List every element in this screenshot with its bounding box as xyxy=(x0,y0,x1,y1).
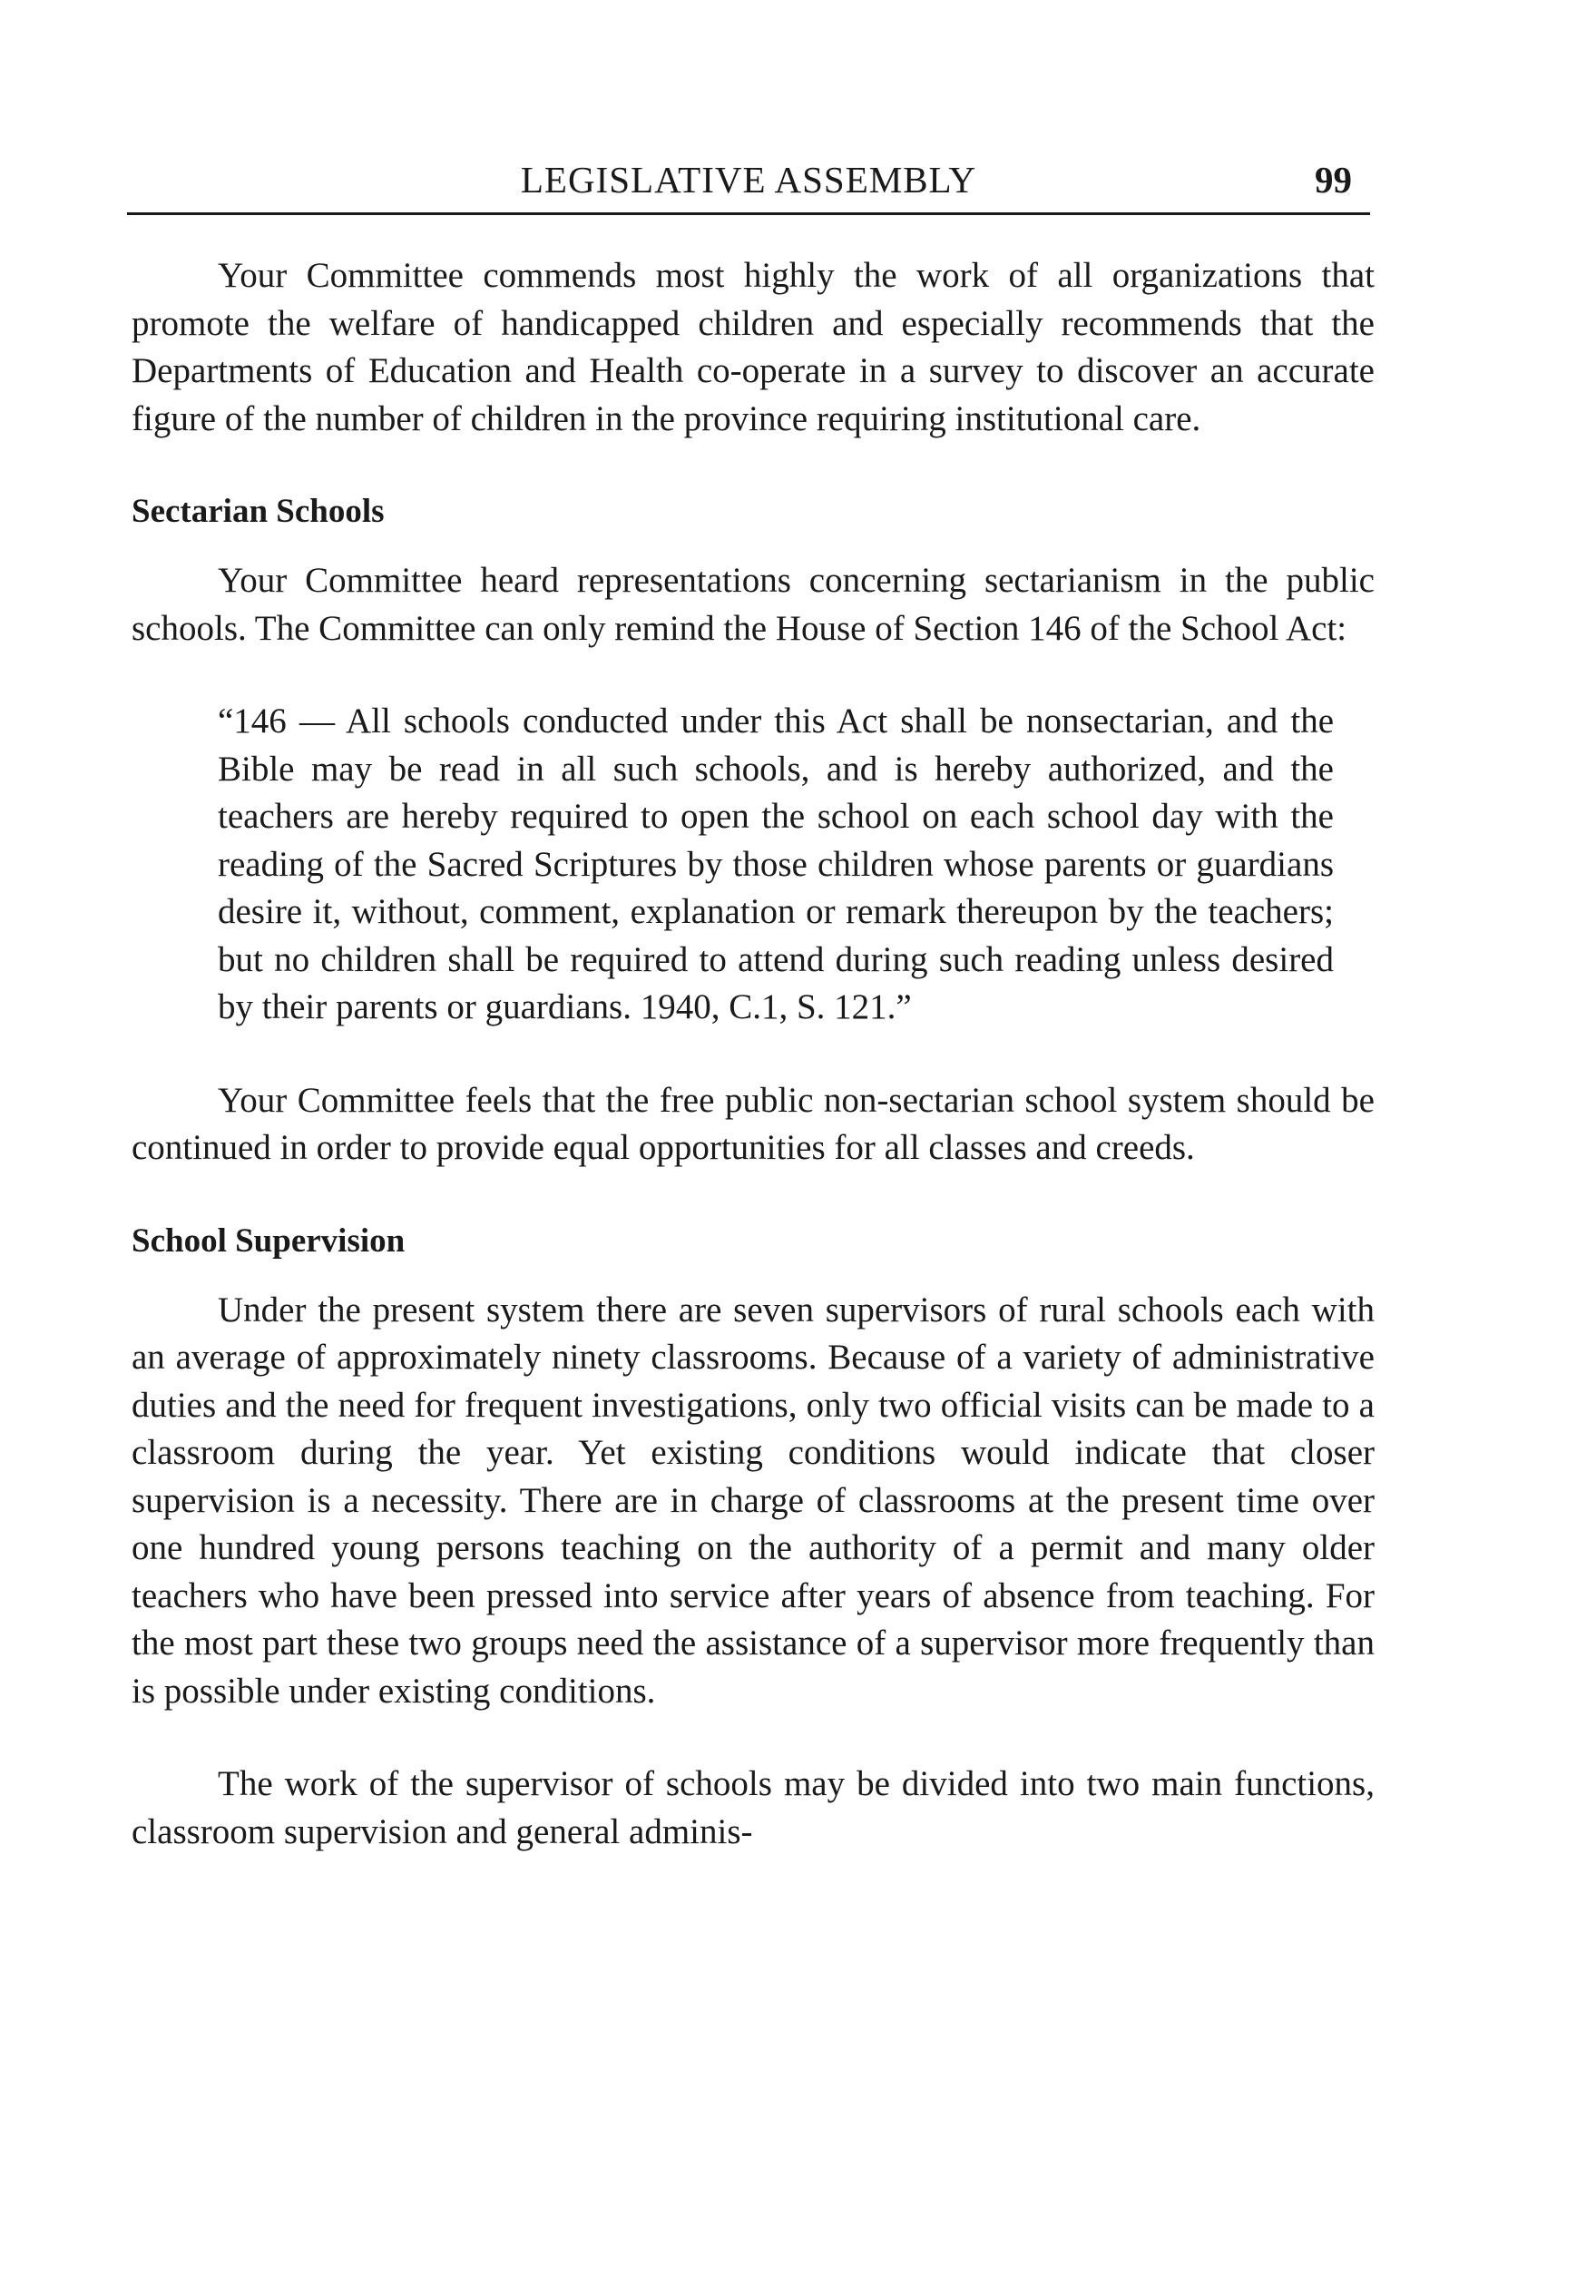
page-number: 99 xyxy=(1315,159,1352,201)
paragraph-supervisors: Under the present system there are seven supervisors of rural schools each with an average of approximately ninety classrooms. Because of a variety of administrative duties and the need for frequent investigations, only two official visits can be made to a classroom during the year. Yet existing conditions would indicate that closer supervision is a necessity. There are in charge of classrooms at the present time over one hundred young persons teaching on the authority of a permit and many older teachers who have been pressed into service after years of absence from teaching. For the most part these two groups need the assistance of a supervisor more frequently than is possible under existing conditions. xyxy=(132,1290,1375,1711)
section-heading-sectarian-schools: Sectarian Schools xyxy=(132,493,385,530)
paragraph-supervisor-functions: The work of the supervisor of schools may be divided into two main functions, classroom supervision and general adminis- xyxy=(132,1764,1375,1851)
header-rule xyxy=(127,212,1370,215)
page-header xyxy=(127,156,1370,211)
paragraph-sectarianism: Your Committee heard representations concerning sectarianism in the public schools. The Committee can only remind the House of Section 146 of the School Act: xyxy=(132,561,1375,648)
running-title: LEGISLATIVE ASSEMBLY xyxy=(520,159,977,201)
section-heading-school-supervision: School Supervision xyxy=(132,1222,406,1260)
page-body xyxy=(132,252,1375,1856)
paragraph-handicapped-children: Your Committee commends most highly the work of all organizations that promote the welfare of handicapped children and especially recommends that the Departments of Education and Health co-operate in a survey to discover an accurate figure of the number of children in the province requiring institutional care. xyxy=(132,256,1375,438)
quoted-section-146: “146 — All schools conducted under this Act shall be nonsectarian, and the Bible may be read in all such schools, and is hereby authorized, and the teachers are hereby required to open the school on each school day with the reading of the Sacred Scriptures by those children whose parents or guardians desire it, without, comment, explanation or remark thereupon by the teachers; but no children shall be required to attend during such reading unless desired by their parents or guardians. 1940, C.1, S. 121.” xyxy=(218,702,1334,1026)
paragraph-non-sectarian: Your Committee feels that the free public non-sectarian school system should be continued in order to provide equal opportunities for all classes and creeds. xyxy=(132,1080,1375,1167)
